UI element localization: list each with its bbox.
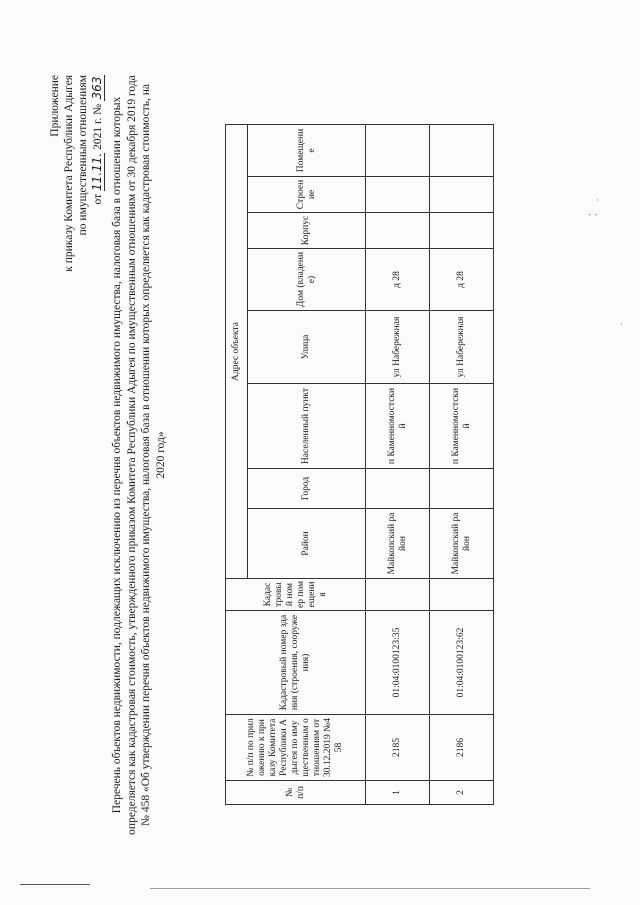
cell-house: д 28: [430, 249, 494, 311]
appendix-year: 2021 г. №: [92, 103, 104, 150]
appendix-order-line: к приказу Комитета Республики Адыгея: [63, 75, 75, 272]
cell-korpus: [430, 213, 494, 249]
cell-city: [430, 469, 494, 509]
cell-cadastral-building: 01:04:0100123:62: [430, 611, 494, 715]
table-row: [430, 125, 494, 805]
cell-city: [366, 469, 430, 509]
header-num: № п/п: [226, 781, 366, 805]
cell-settlement: п Каменномостский: [430, 384, 494, 469]
appendix-committee-line: по имущественным отношениям: [77, 75, 89, 236]
header-building: Строение: [248, 177, 366, 213]
header-city: Город: [248, 469, 366, 509]
cell-street: ул Набережная: [430, 311, 494, 384]
scan-speck: - -: [588, 210, 598, 220]
appendix-from: от: [92, 193, 104, 205]
cell-district: Майкопский район: [366, 509, 430, 579]
appendix-title: Приложение: [49, 75, 61, 137]
cell-korpus: [366, 213, 430, 249]
cell-house: д 28: [366, 249, 430, 311]
cell-room: [430, 125, 494, 177]
cell-appendix-num: 2185: [366, 715, 430, 781]
scan-edge-line: [20, 884, 90, 885]
header-cadastral-room: Кадастровый номер помещения: [226, 579, 366, 611]
cell-num: 1: [366, 781, 430, 805]
cell-room: [366, 125, 430, 177]
cell-cadastral-room: [366, 579, 430, 611]
cell-settlement: п Каменномостский: [366, 384, 430, 469]
header-street: Улица: [248, 311, 366, 384]
scan-speck: ·: [620, 320, 623, 330]
appendix-date-handwritten: 11.11.: [90, 152, 104, 191]
objects-table: [225, 124, 494, 805]
cell-appendix-num: 2186: [430, 715, 494, 781]
scan-speck: ·: [596, 196, 599, 206]
header-appendix-num: № п/п по приложению к приказу Комитета Республики Адыгея по имущественным отношениям от 30.12.2019 №458: [226, 715, 366, 781]
header-settlement: Населенный пункт: [248, 384, 366, 469]
cell-cadastral-building: 01:04:0100123:35: [366, 611, 430, 715]
header-korpus: Корпус: [248, 213, 366, 249]
cell-district: Майкопский район: [430, 509, 494, 579]
header-cadastral-building: Кадастровый номер здания (строения, сооружения): [226, 611, 366, 715]
cell-street: ул Набережная: [366, 311, 430, 384]
table-row: [366, 125, 430, 805]
header-room: Помещение: [248, 125, 366, 177]
appendix-number-handwritten: 363: [90, 76, 104, 100]
appendix-date-line: [90, 75, 105, 272]
scan-edge-line: [150, 888, 590, 889]
header-house: Дом (владение): [248, 249, 366, 311]
document-heading: Перечень объектов недвижимости, подлежащих исключению из перечня объектов недвижимого имущества, налоговая база в отношении которых определяется как кадастровая стоимость, утвержденного приказом Комитета Республики Адыгея по имущественным отношениям от 30 декабря 2019 года № 458 «Об утверждении перечня объектов недвижимого имущества, налоговая база в отношении которых определяется как кадастровая стоимость, на 2020 год»: [111, 75, 167, 835]
header-district: Район: [248, 509, 366, 579]
header-address: Адрес объекта: [226, 125, 248, 579]
cell-building: [366, 177, 430, 213]
cell-building: [430, 177, 494, 213]
cell-cadastral-room: [430, 579, 494, 611]
cell-num: 2: [430, 781, 494, 805]
appendix-block: [48, 75, 105, 272]
table-header-row-1: [226, 125, 248, 805]
